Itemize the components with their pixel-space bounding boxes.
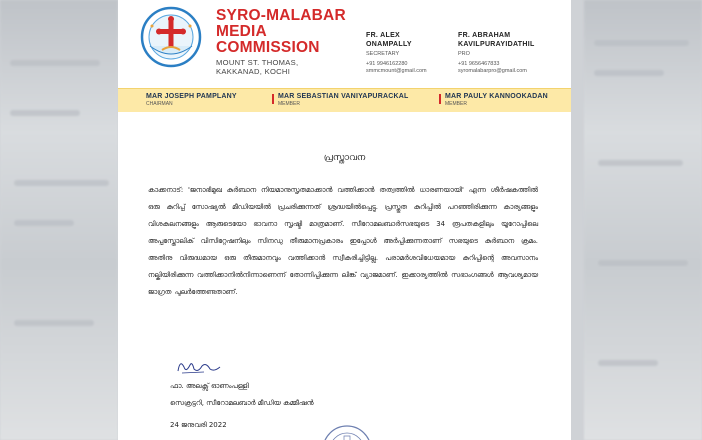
member-name: MAR JOSEPH PAMPLANY [146,93,237,100]
document-title: പ്രസ്താവന [323,153,366,163]
org-name-line-1: SYRO-MALABAR [216,7,346,24]
signer-title: സെക്രട്ടറി, സീറോമലബാർ മീഡിയ കമ്മീഷൻ [170,399,314,407]
contact-name-line-2: ONAMPALLY [366,40,412,48]
org-name-line-2: MEDIA [216,23,267,40]
member-role: CHAIRMAN [146,101,173,107]
contact-name-line-1: FR. ABRAHAM [458,32,511,39]
signer-block [170,378,314,412]
contact-pro [458,32,535,75]
org-block [216,8,346,76]
members-bar [118,88,571,112]
member-vaniyapurackal [278,93,408,108]
contact-phone: +91 9656467833 [458,61,500,67]
org-address [216,58,346,76]
contact-secretary [366,32,427,75]
divider-tick [272,94,274,104]
contact-email: syromalabarpro@gmail.com [458,68,527,74]
divider-tick [439,94,441,104]
contact-role: SECRETARY [366,51,400,57]
document-body: കാക്കനാട്: 'ജനാഭിമുഖ കുർബാന നിയമാനുസൃതമാക്കാൻ വത്തിക്കാൻ തത്വത്തിൽ ധാരണയായി' എന്ന ശീർഷകത്തിൽ ഒരു കുറിപ്പ് സോഷ്യൽ മീഡിയയിൽ പ്രചരിക്കുന്നത് ശ്രദ്ധയിൽപ്പെട്ടു. പ്രസ്തുത കുറിപ്പിൽ പറഞ്ഞിരിക്കുന്ന കാര്യങ്ങളും വിശകലനങ്ങളും ആരുടെയോ ഭാവനാ സൃഷ്ടി മാത്രമാണ്. സീറോമലബാർസഭയുടെ 34 രൂപതകളിലും യൂറോപ്പിലെ അപ്പസ്തോലിക് വിസിറ്റേഷനിലും സിനഡു തീരുമാനപ്രകാരം ഇപ്പോൾ അർപ്പിക്കുന്നതാണ് സഭയുടെ കുർബാന ക്രമം. അതിനു വിരുദ്ധമായ ഒരു തീരുമാനവും വത്തിക്കാൻ സ്വീകരിച്ചിട്ടില്ല. പരാമർശവിധേയമായ കുറിപ്പിന്റെ അവസാനം നല്കിയിരിക്കുന്ന വത്തിക്കാനിൽനിന്നാണെന്ന് തോന്നിപ്പിക്കുന്ന ലിങ്ക് വ്യാജമാണ്. ഇക്കാര്യത്തിൽ സഭാംഗങ്ങൾ ആവശ്യമായ ജാഗ്രത പുലർത്തേണ്ടതാണ്. [148,186,538,296]
background-left [0,0,118,440]
contact-name-line-1: FR. ALEX [366,32,401,39]
member-role: MEMBER [278,101,300,107]
member-name: MAR PAULY KANNOOKADAN [445,93,548,100]
member-chairman [146,93,237,108]
background-right [584,0,702,440]
member-role: MEMBER [445,101,467,107]
signer-name: ഫാ. അലക്സ് ഓണംപള്ളി [170,382,249,390]
org-name-line-3: COMMISSION [216,39,320,56]
member-name: MAR SEBASTIAN VANIYAPURACKAL [278,93,409,100]
letter-header [118,0,571,88]
contact-role: PRO [458,51,470,57]
contact-email: smmcmount@gmail.com [366,68,427,74]
contact-name-line-2: KAVILPURAYIDATHIL [458,40,535,48]
contact-phone: +91 9946162280 [366,61,408,67]
address-line-1: MOUNT ST. THOMAS, [216,58,299,67]
signature-image [174,357,226,377]
address-line-2: KAKKANAD, KOCHI [216,67,291,76]
letterhead-document [118,0,571,440]
member-kannookadan [445,93,548,108]
seal-stamp [321,424,373,440]
commission-logo [140,6,202,68]
document-date: 24 ജനുവരി 2022 [170,421,227,429]
